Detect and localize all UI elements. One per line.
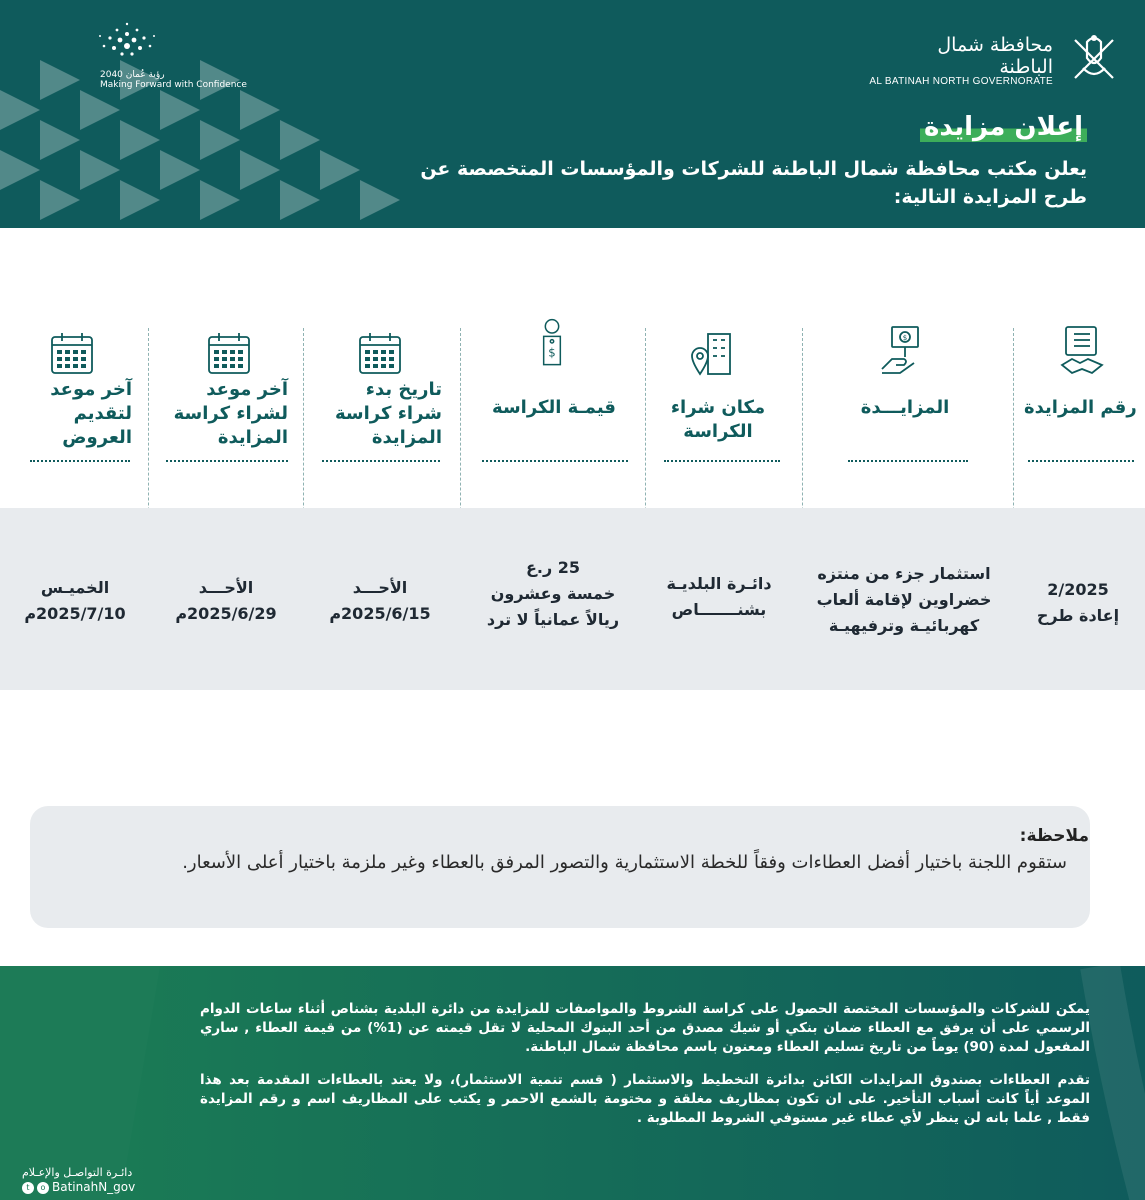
footer-text (200, 1000, 1090, 1142)
footer-paragraph-2: تقدم العطاءات بصندوق المزايدات الكائن بدائرة التخطيط والاستثمار ( قسم تنمية الاستثمار)، ولا يعتد بالعطاءات المقدمة بعد هذا الموعد أياً كانت أسباب التأخير. على ان تكون بمظاريف مغلقة و مختومة بالشمع الاحمر و يكتب على المظاريف اسم و رقم المزايدة فقط , علما بانه لن ينظر لأي عطاء غير مستوفي الشروط المطلوبة . (200, 1072, 1090, 1126)
governorate-name-arabic: محافظة شمال الباطنة (937, 34, 1053, 78)
svg-text:$: $ (902, 334, 908, 342)
header-divider (848, 460, 968, 462)
header-purchase-place: مكان شراء الكراسة (670, 397, 766, 442)
header-divider (482, 460, 628, 462)
vision-dots-icon (92, 18, 162, 73)
vision-2040-logo (30, 18, 247, 98)
value-auction: استثمار جزء من منتزه خضراوين لإقامة ألعاب كهربائيـة وترفيهيـة (816, 564, 992, 635)
value-booklet-price: 25 ر.ع خمسة وعشرون ريالاً عمانياً لا ترد (486, 558, 620, 629)
header-purchase-start: تاريخ بدء شراء كراسة المزايدة (335, 379, 442, 448)
twitter-icon: t (22, 1182, 34, 1194)
note-title: ملاحظة: (1019, 826, 1089, 846)
header-divider (664, 460, 780, 462)
oman-emblem-icon (1065, 28, 1123, 86)
instagram-icon: o (37, 1182, 49, 1194)
header-purchase-deadline: آخر موعد لشراء كراسة المزايدة (173, 379, 288, 448)
hand-sign-icon (880, 325, 924, 375)
footer-paragraph-1: يمكن للشركات والمؤسسات المختصة الحصول على كراسة الشروط والمواصفات للمزايدة من دائرة البلدية بشناص أثناء ساعات الدوام الرسمي على أن يرفق مع العطاء ضمان بنكي أو شيك مصدق من أحد البنوك المحلية لا تقل قيمته عن (1%) من قيمة العطاء , ساري المفعول لمدة (90) يوماً من تاريخ تسليم العطاء ومعنون باسم محافظة شمال الباطنة. (200, 1001, 1090, 1055)
value-purchase-place: دائـرة البلديـة بشنـــــــاص (666, 574, 772, 619)
governorate-logo (863, 28, 1123, 90)
value-purchase-deadline: الأحـــد 2025/6/29م (175, 578, 277, 623)
header-submission-deadline: آخر موعد لتقديم العروض (50, 379, 132, 448)
note-text: ستقوم اللجنة باختيار أفضل العطاءات وفقاً للخطة الاستثمارية والتصور المرفق بالعطاء وغير ملزمة باختيار أعلى الأسعار. (182, 852, 1067, 873)
calendar-icon (207, 328, 251, 378)
calendar-icon (358, 328, 402, 378)
calendar-icon (50, 328, 94, 378)
page-subtitle: يعلن مكتب محافظة شمال الباطنة للشركات والمؤسسات المتخصصة عن طرح المزايدة التالية: (420, 158, 1087, 208)
building-location-icon (690, 330, 734, 380)
price-tag-icon (530, 318, 574, 368)
header-auction: المزايـــدة (860, 397, 950, 418)
social-handle (22, 1180, 135, 1194)
page-title: إعلان مزايدة (920, 112, 1087, 142)
header-divider (30, 460, 130, 462)
value-submission-deadline: الخميـس 2025/7/10م (24, 578, 126, 623)
title-wrap (920, 112, 1087, 142)
header-booklet-price: قيمـة الكراسة (492, 397, 616, 418)
svg-text:$: $ (548, 345, 556, 360)
governorate-name-english: AL BATINAH NORTH GOVERNORATE (869, 76, 1053, 87)
vision-title: رؤية عُمان 2040 (100, 70, 165, 80)
value-auction-number: 2/2025 إعادة طرح (1036, 580, 1120, 625)
vision-tagline: Making Forward with Confidence (100, 80, 247, 90)
header-divider (322, 460, 440, 462)
header-auction-number: رقم المزايدة (1024, 397, 1137, 418)
header-divider (1028, 460, 1134, 462)
department-name: دائـرة التواصـل والإعـلام (22, 1166, 133, 1179)
handle-text: BatinahN_gov (52, 1180, 136, 1194)
checklist-handshake-icon (1060, 325, 1104, 375)
header-banner (0, 0, 1145, 228)
header-divider (166, 460, 288, 462)
vision-text (100, 70, 247, 90)
value-purchase-start: الأحـــد 2025/6/15م (329, 578, 431, 623)
